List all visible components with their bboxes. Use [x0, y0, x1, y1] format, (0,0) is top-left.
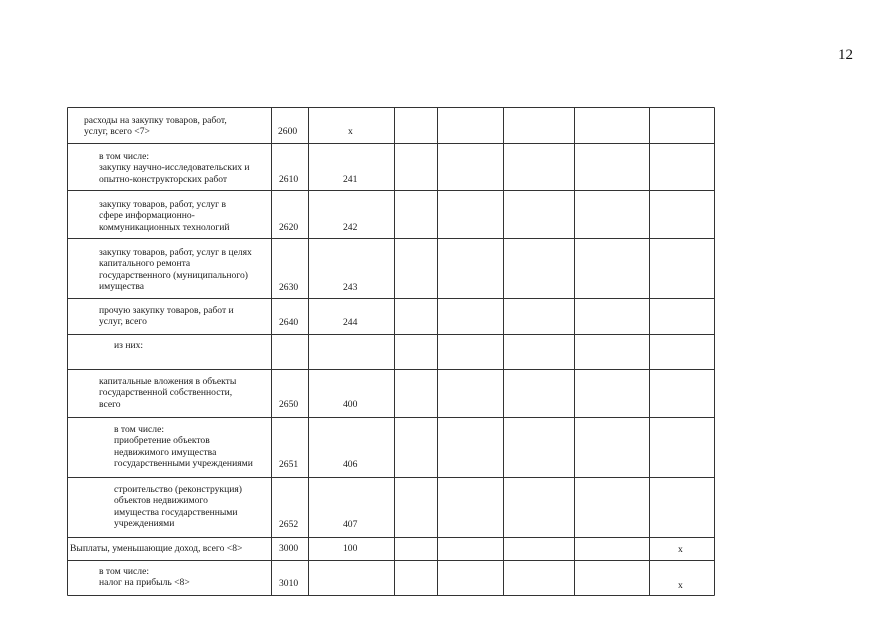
row-name-3000: Выплаты, уменьшающие доход, всего <8> [70, 543, 243, 554]
row-name-iz-nih: из них: [114, 340, 144, 351]
row-kosgu-2610: 241 [343, 174, 358, 185]
row-code-2651: 2651 [279, 459, 299, 470]
row-kosgu-2640: 244 [343, 317, 358, 328]
row-code-2650: 2650 [279, 399, 299, 410]
row-kosgu-2620: 242 [343, 222, 358, 233]
row-name-2652: строительство (реконструкция) объектов недвижимого имущества государственными учреждениями [114, 484, 242, 530]
row-kosgu-2650: 400 [343, 399, 358, 410]
row-kosgu-2600: х [348, 126, 353, 137]
row-code-2640: 2640 [279, 317, 299, 328]
row-name-3010: в том числе: налог на прибыль <8> [99, 566, 190, 589]
row-name-2651: в том числе: приобретение объектов недвижимого имущества государственными учреждениями [114, 424, 253, 470]
page-number: 12 [838, 47, 853, 63]
row-code-2600: 2600 [278, 126, 298, 137]
row-name-2600: расходы на закупку товаров, работ, услуг, всего <7> [84, 115, 227, 138]
row-code-2610: 2610 [279, 174, 299, 185]
row-kosgu-2630: 243 [343, 282, 358, 293]
row-code-2620: 2620 [279, 222, 299, 233]
row-kosgu-3000: 100 [343, 543, 358, 554]
row-code-3000: 3000 [279, 543, 299, 554]
row-name-2650: капитальные вложения в объекты государственной собственности, всего [99, 376, 237, 410]
row-code-3010: 3010 [279, 578, 299, 589]
row-kosgu-2652: 407 [343, 519, 358, 530]
row-last-mark-3010: х [678, 580, 683, 591]
row-last-mark-3000: х [678, 544, 683, 555]
row-name-2620: закупку товаров, работ, услуг в сфере информационно- коммуникационных технологий [99, 199, 230, 233]
row-kosgu-2651: 406 [343, 459, 358, 470]
row-name-2630: закупку товаров, работ, услуг в целях капитального ремонта государственного (муниципального) имущества [99, 247, 252, 293]
row-name-2610: в том числе: закупку научно-исследовательских и опытно-конструкторских работ [99, 151, 250, 185]
row-name-2640: прочую закупку товаров, работ и услуг, всего [99, 305, 234, 328]
row-code-2652: 2652 [279, 519, 299, 530]
row-code-2630: 2630 [279, 282, 299, 293]
